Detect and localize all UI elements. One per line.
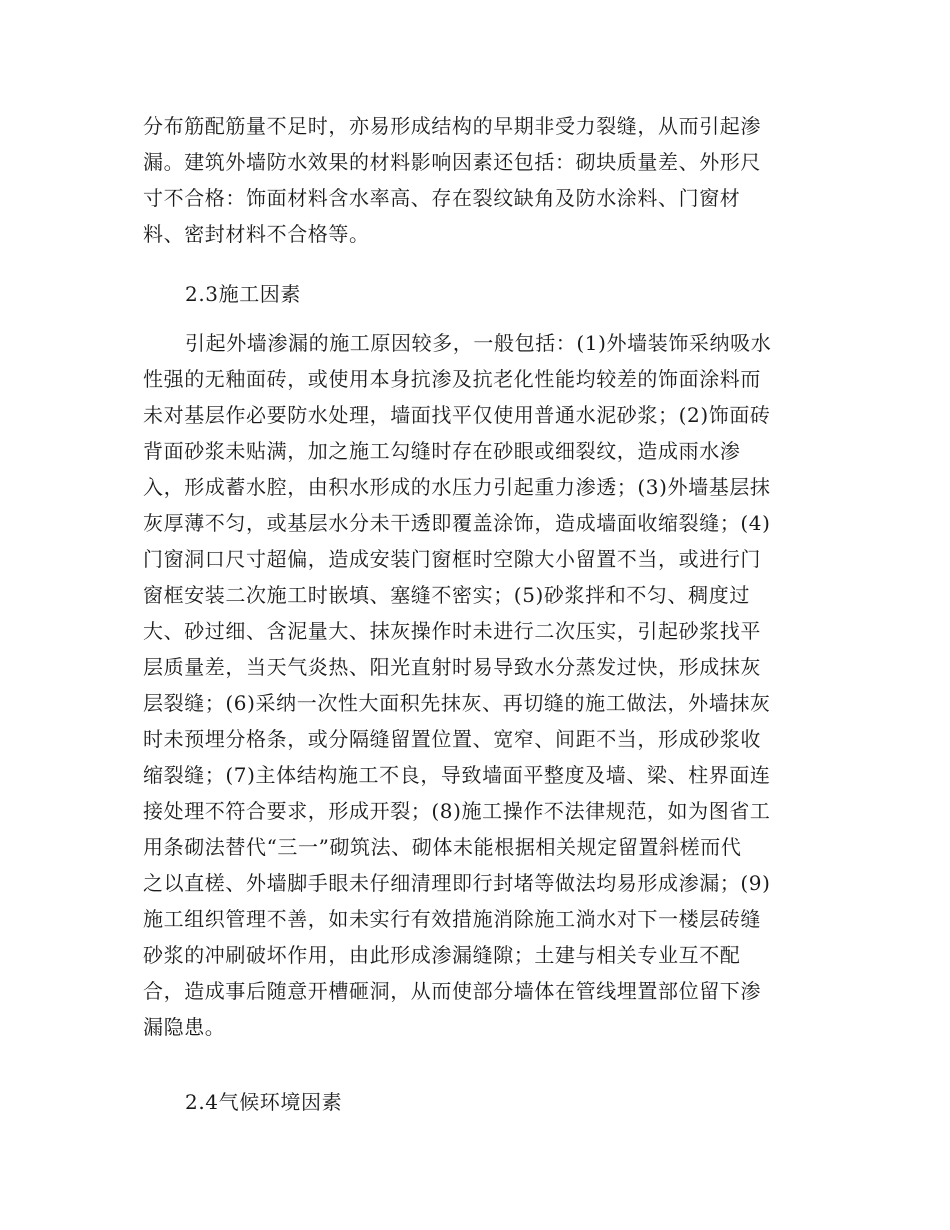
section-heading: 2.4气候环境因素	[185, 1090, 343, 1114]
paragraph-line: 未对基层作必要防水处理，墙面找平仅使用普通水泥砂浆；(2)饰面砖	[143, 403, 771, 427]
paragraph-line: 接处理不符合要求，形成开裂；(8)施工操作不法律规范，如为图省工	[143, 799, 771, 823]
paragraph-line: 砂浆的冲刷破坏作用，由此形成渗漏缝隙；土建与相关专业互不配	[143, 943, 741, 967]
paragraph-line: 合，造成事后随意开槽砸洞，从而使部分墙体在管线埋置部位留下渗	[143, 979, 761, 1003]
paragraph-line: 分布筋配筋量不足时，亦易形成结构的早期非受力裂缝，从而引起渗	[143, 114, 761, 138]
paragraph-line: 之以直槎、外墙脚手眼未仔细清理即行封堵等做法均易形成渗漏；(9)	[143, 871, 771, 895]
paragraph-line: 引起外墙渗漏的施工原因较多，一般包括：(1)外墙装饰采纳吸水	[185, 331, 772, 355]
paragraph-line: 背面砂浆未贴满，加之施工勾缝时存在砂眼或细裂纹，造成雨水渗	[143, 439, 741, 463]
paragraph-line: 漏。建筑外墙防水效果的材料影响因素还包括：砌块质量差、外形尺	[143, 150, 761, 174]
paragraph-line: 性强的无釉面砖，或使用本身抗渗及抗老化性能均较差的饰面涂料而	[143, 367, 761, 391]
paragraph-line: 大、砂过细、含泥量大、抹灰操作时未进行二次压实，引起砂浆找平	[143, 619, 761, 643]
paragraph-line: 用条砌法替代“三一”砌筑法、砌体未能根据相关规定留置斜槎而代	[143, 835, 742, 859]
paragraph-line: 缩裂缝；(7)主体结构施工不良，导致墙面平整度及墙、梁、柱界面连	[143, 763, 771, 787]
paragraph-line: 窗框安装二次施工时嵌填、塞缝不密实；(5)砂浆拌和不匀、稠度过	[143, 583, 750, 607]
paragraph-line: 灰厚薄不匀，或基层水分未干透即覆盖涂饰，造成墙面收缩裂缝；(4)	[143, 511, 771, 535]
paragraph-line: 入，形成蓄水腔，由积水形成的水压力引起重力渗透；(3)外墙基层抹	[143, 475, 771, 499]
paragraph-line: 施工组织管理不善，如未实行有效措施消除施工淌水对下一楼层砖缝	[143, 907, 761, 931]
section-heading: 2.3施工因素	[185, 282, 302, 306]
paragraph-line: 时未预埋分格条，或分隔缝留置位置、宽窄、间距不当，形成砂浆收	[143, 727, 761, 751]
paragraph-line: 料、密封材料不合格等。	[143, 222, 370, 246]
paragraph-line: 寸不合格：饰面材料含水率高、存在裂纹缺角及防水涂料、门窗材	[143, 186, 741, 210]
paragraph-line: 门窗洞口尺寸超偏，造成安装门窗框时空隙大小留置不当，或进行门	[143, 547, 761, 571]
paragraph-line: 层裂缝；(6)采纳一次性大面积先抹灰、再切缝的施工做法，外墙抹灰	[143, 691, 771, 715]
paragraph-line: 层质量差，当天气炎热、阳光直射时易导致水分蒸发过快，形成抹灰	[143, 655, 761, 679]
paragraph-line: 漏隐患。	[143, 1015, 226, 1039]
